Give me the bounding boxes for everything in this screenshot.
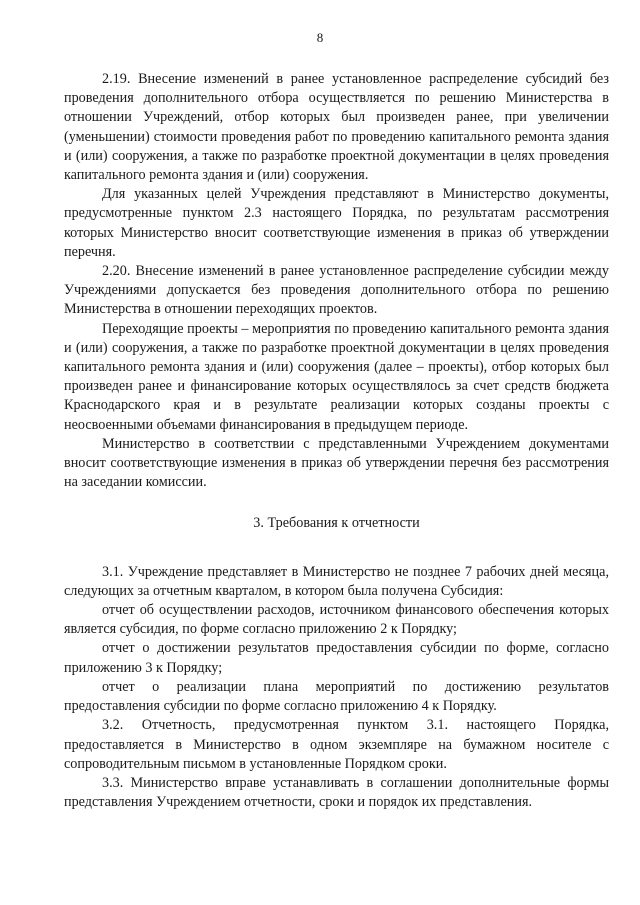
document-body xyxy=(64,70,609,812)
paragraph-3-2: 3.2. Отчетность, предусмотренная пунктом 3.1. настоящего Порядка, предоставляется в Министерство в одном экземпляре на бумажном носителе с сопроводительным письмом в установленные Порядком сроки. xyxy=(64,717,609,772)
paragraph-report-expenses: отчет об осуществлении расходов, источником финансового обеспечения которых является субсидия, по форме согласно приложению 2 к Порядку; xyxy=(64,602,609,638)
paragraph-2-19: 2.19. Внесение изменений в ранее установленное распределение субсидий без проведения дополнительного отбора осуществляется по решению Министерства в отношении Учреждений, отбор которых был произведен ранее, при увеличении (уменьшении) стоимости проведения работ по проведению капитального ремонта здания и (или) сооружения, а также по разработке проектной документации в целях проведения капитального ремонта здания и (или) сооружения. xyxy=(64,71,609,184)
page-number: 8 xyxy=(316,30,324,45)
paragraph-2-19-purpose: Для указанных целей Учреждения представляют в Министерство документы, предусмотренные пунктом 2.3 настоящего Порядка, по результатам рассмотрения которых Министерство вносит соответствующие изменения в приказ об утверждении перечня. xyxy=(64,186,609,260)
paragraph-2-20: 2.20. Внесение изменений в ранее установленное распределение субсидии между Учреждениями допускается без проведения дополнительного отбора по решению Министерства в отношении переходящих проектов. xyxy=(64,263,609,318)
paragraph-ministry-changes: Министерство в соответствии с представленными Учреждением документами вносит соответствующие изменения в приказ об утверждении перечня без рассмотрения на заседании комиссии. xyxy=(64,435,609,491)
paragraph-report-plan: отчет о реализации плана мероприятий по достижению результатов предоставления субсидии по форме согласно приложению 4 к Порядку. xyxy=(64,678,609,715)
paragraph-3-1: 3.1. Учреждение представляет в Министерство не позднее 7 рабочих дней месяца, следующих за отчетным кварталом, в котором была получена Субсидия: xyxy=(64,563,609,599)
paragraph-3-3: 3.3. Министерство вправе устанавливать в соглашении дополнительные формы представления Учреждением отчетности, сроки и порядок их представления. xyxy=(64,774,609,811)
paragraph-transitional-projects: Переходящие проекты – мероприятия по проведению капитального ремонта здания и (или) сооружения, а также по разработке проектной документации в целях проведения капитального ремонта здания и (или) сооружения (далее – проекты), отбор которых был произведен ранее и финансирование которых осуществлялось за счет средств бюджета Краснодарского края и в результате реализации которых созданы проекты с неосвоенными объемами финансирования в предыдущем периоде. xyxy=(64,320,609,433)
section-heading: 3. Требования к отчетности xyxy=(253,515,420,532)
paragraph-report-results: отчет о достижении результатов предоставления субсидии по форме, согласно приложению 3 к Порядку; xyxy=(64,640,609,676)
